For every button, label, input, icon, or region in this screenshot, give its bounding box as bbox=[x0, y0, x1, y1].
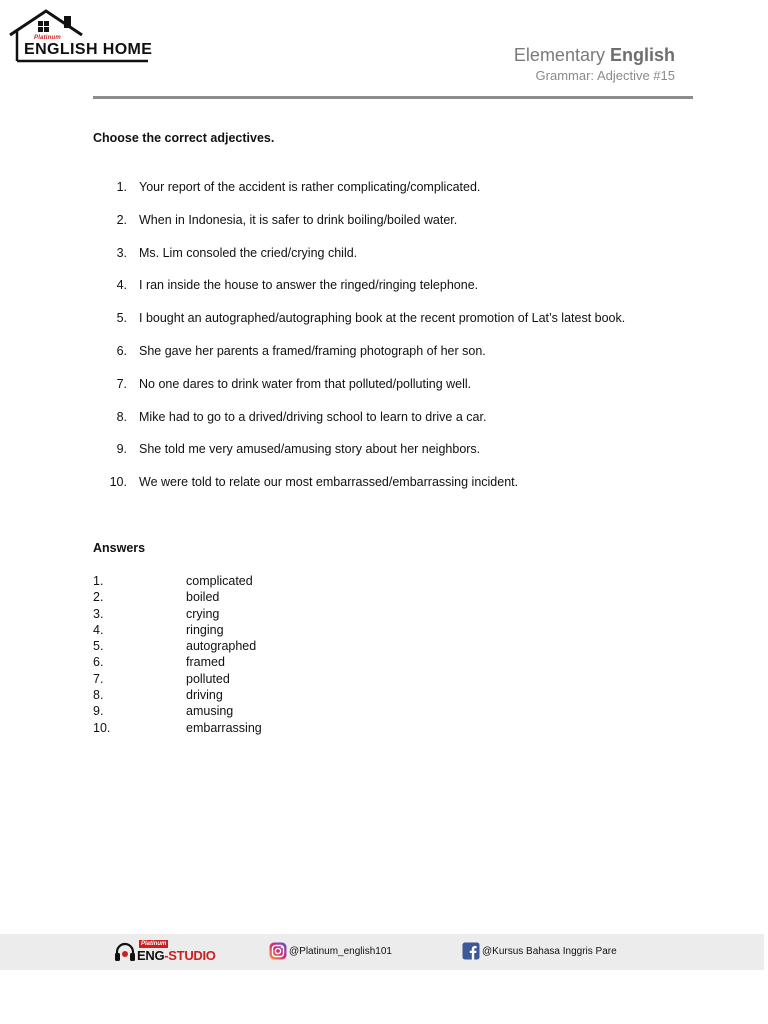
question-text: She gave her parents a framed/framing photograph of her son. bbox=[139, 343, 486, 358]
question-item bbox=[93, 442, 625, 475]
document-header bbox=[514, 43, 675, 85]
question-text: Ms. Lim consoled the cried/crying child. bbox=[139, 245, 358, 260]
question-text: We were told to relate our most embarrassed/embarrassing incident. bbox=[139, 475, 519, 490]
title-bold: English bbox=[609, 45, 675, 65]
answer-text: autographed bbox=[186, 639, 257, 654]
question-text: No one dares to drink water from that polluted/polluting well. bbox=[139, 376, 472, 391]
answer-text: embarrassing bbox=[186, 720, 262, 735]
answer-number: 8. bbox=[93, 688, 104, 703]
instruction-text: Choose the correct adjectives. bbox=[93, 131, 275, 145]
answer-text: amusing bbox=[186, 704, 234, 719]
answer-item bbox=[93, 654, 262, 670]
studio-text bbox=[137, 948, 216, 963]
facebook-icon bbox=[462, 942, 480, 960]
question-item bbox=[93, 246, 625, 279]
answer-number: 1. bbox=[93, 574, 104, 588]
question-number: 9. bbox=[116, 442, 127, 457]
answer-text: boiled bbox=[186, 590, 220, 605]
answer-text: ringing bbox=[186, 622, 224, 637]
logo-platinum-text: Platinum bbox=[34, 35, 61, 41]
question-number: 5. bbox=[116, 311, 127, 326]
footer-bar bbox=[0, 934, 764, 970]
question-number: 4. bbox=[116, 278, 127, 293]
answer-number: 4. bbox=[93, 622, 104, 637]
answers-list bbox=[93, 573, 262, 736]
question-number: 3. bbox=[116, 245, 127, 260]
question-item bbox=[93, 180, 625, 213]
answer-item bbox=[93, 589, 262, 605]
answer-number: 7. bbox=[93, 671, 104, 686]
answer-text: framed bbox=[186, 655, 225, 670]
question-text: Mike had to go to a drived/driving school to learn to drive a car. bbox=[139, 409, 487, 424]
question-text: I ran inside the house to answer the ringed/ringing telephone. bbox=[139, 278, 479, 293]
question-text: She told me very amused/amusing story about her neighbors. bbox=[139, 442, 481, 457]
question-number: 2. bbox=[116, 212, 127, 227]
question-number: 8. bbox=[116, 409, 127, 424]
answer-number: 6. bbox=[93, 655, 104, 670]
answer-item bbox=[93, 606, 262, 622]
question-item bbox=[93, 311, 625, 344]
question-text: I bought an autographed/autographing book at the recent promotion of Lat’s latest book. bbox=[139, 311, 626, 326]
question-item bbox=[93, 344, 625, 377]
question-number: 1. bbox=[116, 180, 127, 194]
answer-item bbox=[93, 622, 262, 638]
answer-item bbox=[93, 687, 262, 703]
question-item bbox=[93, 410, 625, 443]
answer-item bbox=[93, 703, 262, 719]
studio-eng-text: ENG bbox=[137, 948, 165, 963]
eng-studio-logo bbox=[113, 940, 216, 964]
questions-list bbox=[93, 180, 625, 508]
english-home-logo bbox=[8, 8, 153, 66]
answer-item bbox=[93, 573, 262, 589]
question-number: 10. bbox=[109, 475, 127, 490]
question-item bbox=[93, 475, 625, 508]
question-text: Your report of the accident is rather complicating/complicated. bbox=[139, 180, 481, 194]
studio-rest-text: -STUDIO bbox=[164, 948, 216, 963]
answer-number: 5. bbox=[93, 639, 104, 654]
answer-item bbox=[93, 720, 262, 736]
headphones-icon bbox=[113, 940, 137, 964]
answer-item bbox=[93, 671, 262, 687]
question-item bbox=[93, 213, 625, 246]
instagram-icon bbox=[269, 942, 287, 960]
instagram-handle[interactable] bbox=[269, 942, 392, 960]
answer-text: driving bbox=[186, 688, 223, 703]
page-subtitle: Grammar: Adjective #15 bbox=[535, 68, 675, 83]
question-item bbox=[93, 377, 625, 410]
facebook-handle[interactable] bbox=[462, 942, 617, 960]
title-light: Elementary bbox=[513, 45, 605, 65]
logo-text: ENGLISH HOME bbox=[24, 41, 153, 58]
question-item bbox=[93, 278, 625, 311]
instagram-handle-text: @Platinum_english101 bbox=[289, 945, 392, 957]
studio-platinum-text: Platinum bbox=[141, 941, 167, 947]
page-title bbox=[514, 43, 675, 67]
answer-number: 2. bbox=[93, 590, 104, 605]
answer-text: polluted bbox=[186, 671, 230, 686]
question-number: 6. bbox=[116, 343, 127, 358]
question-number: 7. bbox=[116, 376, 127, 391]
answer-item bbox=[93, 638, 262, 654]
answer-number: 3. bbox=[93, 606, 104, 621]
question-text: When in Indonesia, it is safer to drink boiling/boiled water. bbox=[139, 212, 458, 227]
facebook-handle-text: @Kursus Bahasa Inggris Pare bbox=[482, 945, 617, 957]
header-divider bbox=[93, 96, 693, 99]
answers-heading: Answers bbox=[93, 541, 146, 555]
answer-number: 10. bbox=[93, 720, 111, 735]
answer-number: 9. bbox=[93, 704, 104, 719]
answer-text: crying bbox=[186, 606, 220, 621]
answer-text: complicated bbox=[186, 574, 253, 588]
